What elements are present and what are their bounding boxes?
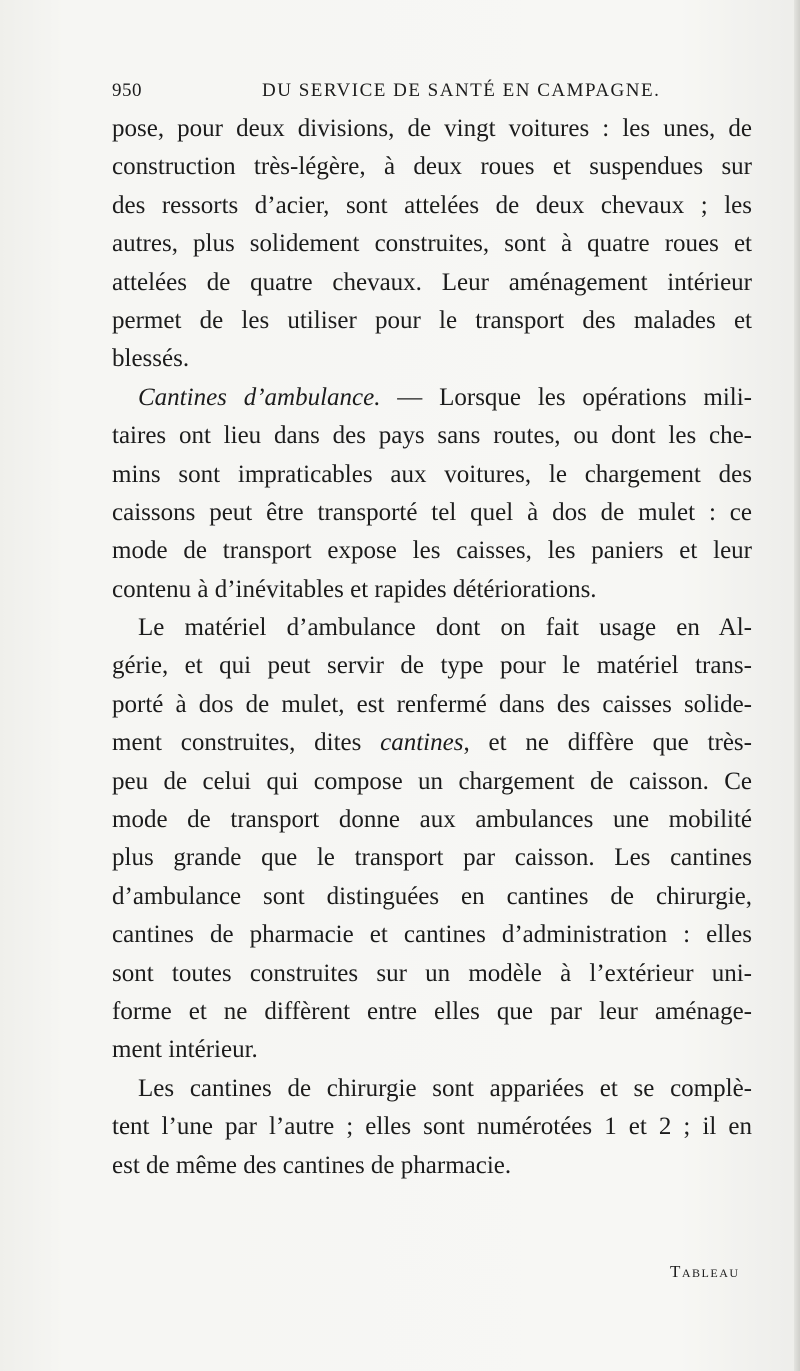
page-header — [112, 80, 752, 106]
italic-term: cantines — [380, 729, 464, 757]
text-line: peu de celui qui compose un chargement de caisson. Ce — [112, 767, 752, 795]
text-line: caissons peut être transporté tel quel à dos de mulet : ce — [112, 498, 752, 526]
text-fragment: , et ne diffère que très- — [463, 729, 752, 757]
text-line-with-italic — [112, 724, 752, 762]
text-line: Les cantines de chirurgie sont appariées et se complè- — [138, 1074, 752, 1102]
text-line: attelées de quatre chevaux. Leur aménagement intérieur — [112, 268, 752, 296]
text-line: des ressorts d’acier, sont attelées de deux chevaux ; les — [112, 191, 752, 219]
text-line: gérie, et qui peut servir de type pour le matériel trans- — [112, 652, 752, 680]
text-line: mins sont impraticables aux voitures, le chargement des — [112, 460, 752, 488]
text-line: ment intérieur. — [112, 1036, 258, 1064]
text-line: sont toutes construites sur un modèle à l’extérieur uni- — [112, 959, 752, 987]
body-text — [112, 110, 752, 1185]
text-line: contenu à d’inévitables et rapides détériorations. — [112, 575, 597, 603]
text-line: tent l’une par l’autre ; elles sont numérotées 1 et 2 ; il en — [112, 1113, 752, 1141]
text-line: mode de transport expose les caisses, les paniers et leur — [112, 537, 752, 565]
text-line: blessés. — [112, 345, 190, 373]
text-line: plus grande que le transport par caisson. Les cantines — [112, 844, 752, 872]
text-fragment: — Lorsque les opérations mili- — [380, 383, 752, 411]
text-line: construction très-légère, à deux roues et suspendues sur — [112, 153, 752, 181]
section-heading-line — [112, 379, 752, 417]
text-line: Le matériel d’ambulance dont on fait usage en Al- — [138, 614, 752, 642]
page-number: 950 — [112, 80, 142, 101]
text-line: pose, pour deux divisions, de vingt voitures : les unes, de — [112, 115, 752, 142]
running-title: DU SERVICE DE SANTÉ EN CAMPAGNE. — [262, 80, 661, 101]
catchword: Tableau — [670, 1262, 740, 1281]
text-line: permet de les utiliser pour le transport des malades et — [112, 306, 752, 334]
text-fragment: ment construites, dites — [112, 729, 381, 757]
section-heading: Cantines d’ambulance. — [138, 383, 381, 411]
text-line: forme et ne diffèrent entre elles que par leur aménage- — [112, 997, 752, 1025]
text-line: d’ambulance sont distinguées en cantines de chirurgie, — [112, 882, 752, 910]
text-line: porté à dos de mulet, est renfermé dans des caisses solide- — [112, 690, 752, 718]
text-line: mode de transport donne aux ambulances une mobilité — [112, 806, 752, 834]
text-line: taires ont lieu dans des pays sans routes, ou dont les che- — [112, 422, 752, 450]
page-edge — [794, 0, 800, 1371]
text-line: autres, plus solidement construites, sont à quatre roues et — [112, 230, 752, 258]
text-line: cantines de pharmacie et cantines d’administration : elles — [112, 921, 752, 949]
text-line: est de même des cantines de pharmacie. — [112, 1151, 512, 1179]
